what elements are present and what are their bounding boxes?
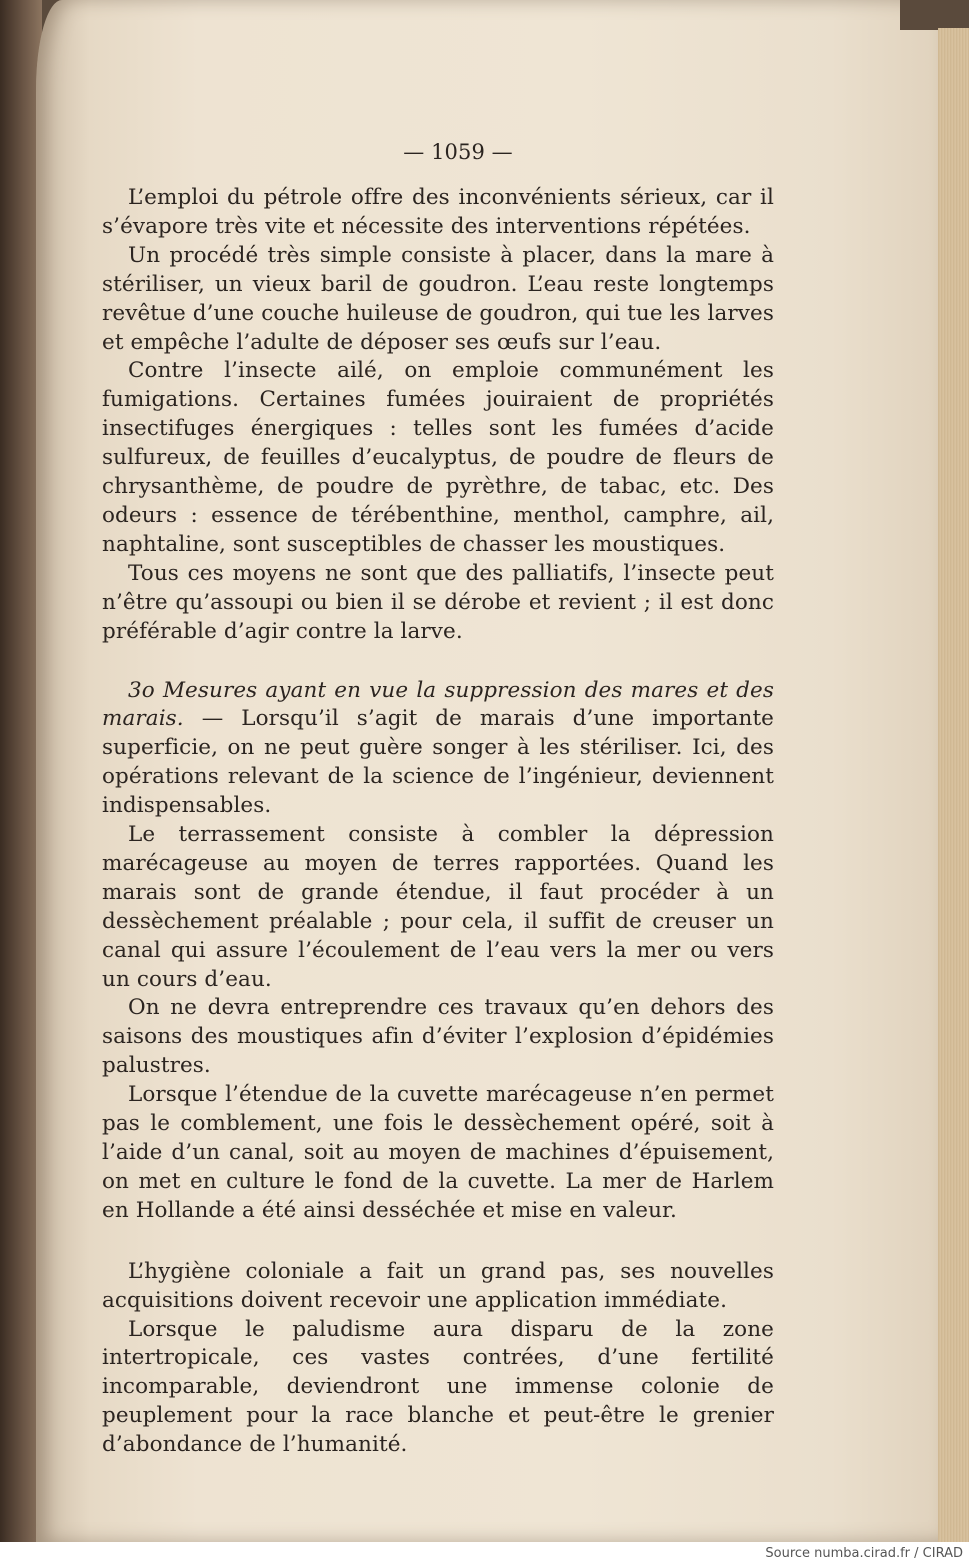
paragraph: L’emploi du pétrole offre des inconvénients sérieux, car il s’évapore très vite et nécessite des interventions répétées. (102, 185, 774, 239)
section-intro: — Lorsqu’il s’agit de marais d’une importante superficie, on ne peut guère songer à les stériliser. Ici, des opérations relevant de la science de l’ingénieur, deviennent indispensables. (102, 706, 775, 819)
paragraph: Un procédé très simple consiste à placer, dans la mare à stériliser, un vieux baril de goudron. L’eau reste longtemps revêtue d’une couche huileuse de goudron, qui tue les larves et empêche l’adulte de déposer ses œufs sur l’eau. (102, 242, 774, 355)
page-edges (938, 28, 969, 1542)
source-credit: Source numba.cirad.fr / CIRAD (765, 1546, 963, 1561)
page-number: — 1059 — (403, 140, 513, 164)
paragraph: Tous ces moyens ne sont que des palliatifs, l’insecte peut n’être qu’assoupi ou bien il se dérobe et revient ; il est donc préférable d’agir contre la larve. (102, 560, 774, 644)
paragraph: Lorsque l’étendue de la cuvette marécageuse n’en permet pas le comblement, une fois le dessèchement opéré, soit à l’aide d’un canal, soit au moyen de machines d’épuisement, on met en culture le fond de la cuvette. La mer de Harlem en Hollande a été ainsi desséchée et mise en valeur. (102, 1082, 774, 1223)
paragraph: L’hygiène coloniale a fait un grand pas, ses nouvelles acquisitions doivent recevoir une application immédiate. (102, 1258, 774, 1313)
paragraph: Le terrassement consiste à combler la dépression marécageuse au moyen de terres rapportées. Quand les marais sont de grande étendue, il faut procéder à un dessèchement préalable ; pour cela, il suffit de creuser un canal qui assure l’écoulement de l’eau vers la mer ou vers un cours d’eau. (102, 822, 774, 992)
book-cover-corner (900, 0, 969, 30)
page-text (102, 138, 774, 1460)
section-heading: 3o Mesures ayant en vue la suppression des mares et des marais. (102, 677, 774, 732)
paragraph: On ne devra entreprendre ces travaux qu’en dehors des saisons des moustiques afin d’éviter l’explosion d’épidémies palustres. (102, 995, 774, 1079)
section-paragraph (102, 677, 774, 822)
paragraph: Lorsque le paludisme aura disparu de la zone intertropicale, ces vastes contrées, d’une fertilité incomparable, deviendront une immense colonie de peuplement pour la race blanche et peut-être le grenier d’abondance de l’humanité. (102, 1316, 774, 1458)
paragraph: Contre l’insecte ailé, on emploie communément les fumigations. Certaines fumées jouiraient de propriétés insectifuges énergiques : telles sont les fumées d’acide sulfureux, de feuilles d’eucalyptus, de poudre de fleurs de chrysanthème, de poudre de pyrèthre, de tabac, etc. Des odeurs : essence de térébenthine, menthol, camphre, ail, naphtaline, sont susceptibles de chasser les moustiques. (102, 358, 774, 557)
